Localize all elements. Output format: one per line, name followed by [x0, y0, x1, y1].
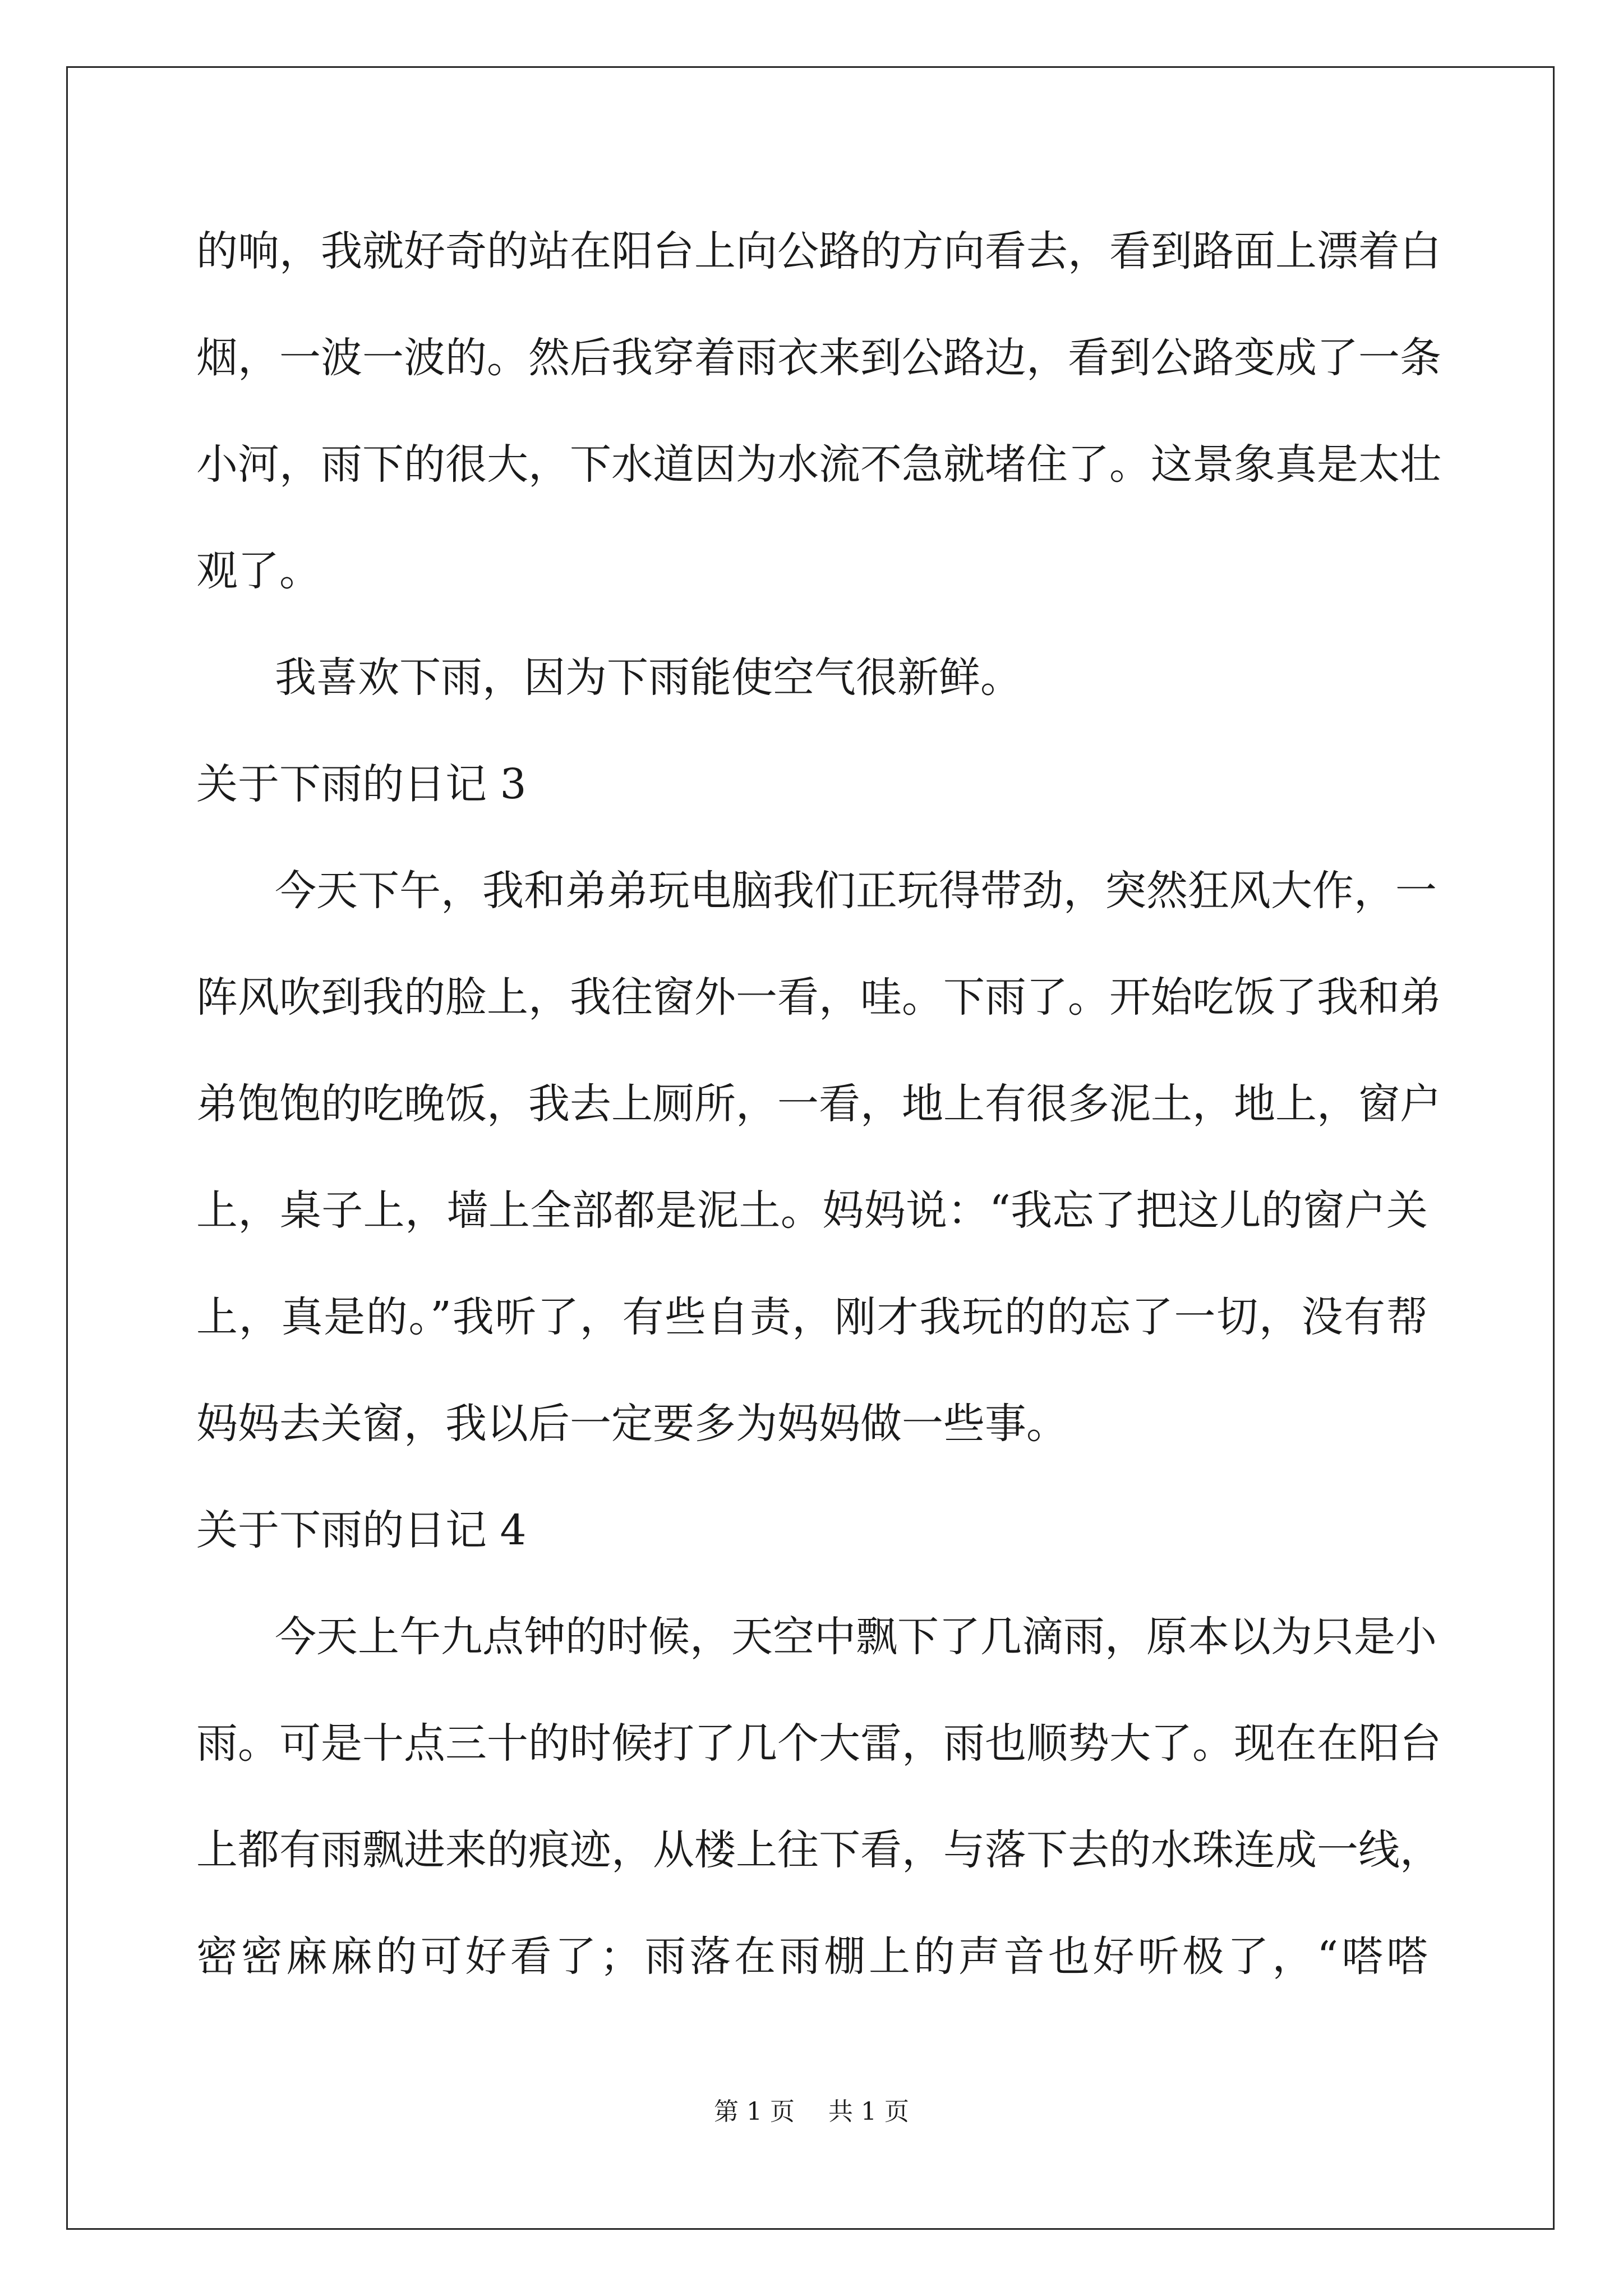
text-line: 妈妈去关窗，我以后一定要多为妈妈做一些事。	[196, 1400, 1068, 1448]
page-footer	[0, 2095, 1623, 2129]
text-line: 雨。可是十点三十的时候打了几个大雷，雨也顺势大了。现在在阳台	[196, 1719, 1441, 1768]
document-body	[196, 218, 1441, 2030]
section-heading: 关于下雨的日记 3	[196, 760, 527, 808]
text-line: 上，真是的。”我听了，有些自责，刚才我玩的的忘了一切，没有帮	[196, 1293, 1428, 1341]
text-line: 密密麻麻的可好看了；雨落在雨棚上的声音也好听极了，“嗒嗒	[196, 1932, 1428, 1981]
text-line: 阵风吹到我的脸上，我往窗外一看，哇。下雨了。开始吃饭了我和弟	[196, 973, 1441, 1022]
text-line: 弟饱饱的吃晚饭，我去上厕所，一看，地上有很多泥土，地上，窗户	[196, 1080, 1441, 1128]
text-line: 上都有雨飘进来的痕迹，从楼上往下看，与落下去的水珠连成一线，	[196, 1826, 1441, 1874]
paragraph-line: 我喜欢下雨，因为下雨能使空气很新鲜。	[275, 654, 1022, 702]
text-line: 烟，一波一波的。然后我穿着雨衣来到公路边，看到公路变成了一条	[196, 334, 1441, 382]
paragraph-line: 今天下午，我和弟弟玩电脑我们正玩得带劲，突然狂风大作，一	[275, 867, 1437, 915]
paragraph-line: 今天上午九点钟的时候，天空中飘下了几滴雨，原本以为只是小	[275, 1613, 1437, 1661]
section-heading: 关于下雨的日记 4	[196, 1506, 527, 1554]
text-line: 观了。	[196, 547, 321, 595]
page-total: 共 1 页	[828, 2097, 909, 2126]
text-line: 上，桌子上，墙上全部都是泥土。妈妈说：“我忘了把这儿的窗户关	[196, 1186, 1428, 1235]
text-line: 小河，雨下的很大，下水道因为水流不急就堵住了。这景象真是太壮	[196, 440, 1441, 489]
text-line: 的响，我就好奇的站在阳台上向公路的方向看去，看到路面上漂着白	[196, 227, 1441, 275]
page-number: 第 1 页	[714, 2097, 795, 2126]
